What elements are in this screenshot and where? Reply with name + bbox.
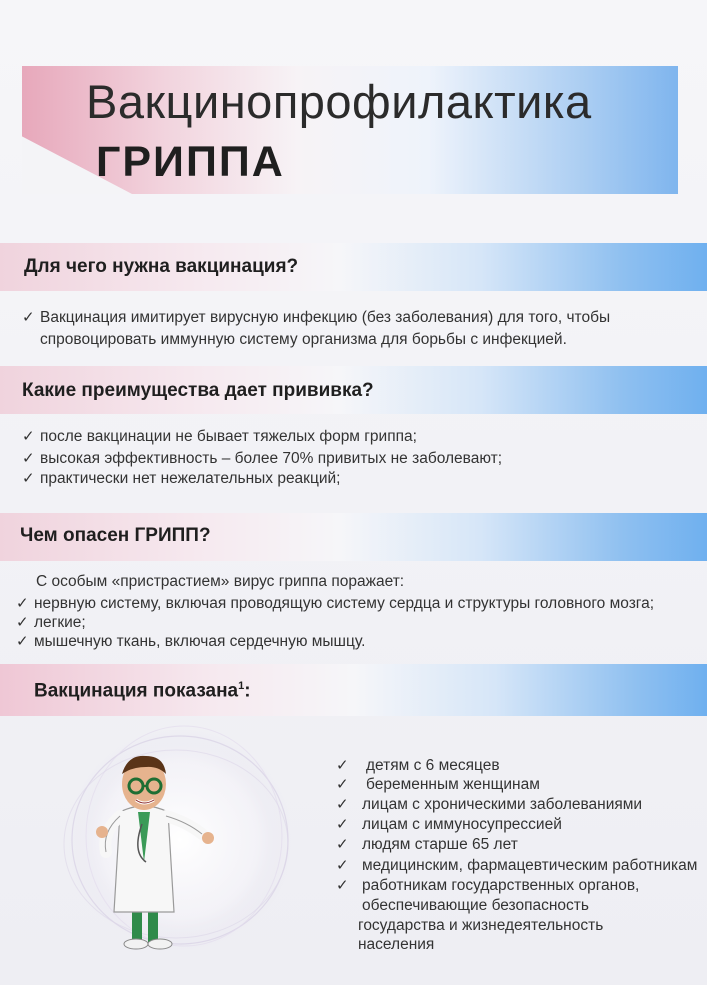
list-item-continuation: государства и жизнедеятельность <box>358 917 604 934</box>
list-item: ✓ мышечную ткань, включая сердечную мышцу. <box>16 633 366 650</box>
check-icon: ✓ <box>336 857 349 874</box>
list-item: ✓ лицам с иммуносупрессией <box>336 816 562 833</box>
check-icon: ✓ <box>16 633 29 650</box>
section-title-danger: Чем опасен ГРИПП? <box>20 525 211 546</box>
list-item: ✓ медицинским, фармацевтическим работникам <box>336 857 698 874</box>
section-title-why: Для чего нужна вакцинация? <box>24 256 299 277</box>
section-intro: С особым «пристрастием» вирус гриппа поражает: <box>36 573 405 590</box>
check-icon: ✓ <box>16 614 29 631</box>
check-icon: ✓ <box>22 309 35 326</box>
check-icon: ✓ <box>22 450 35 467</box>
list-item: ✓ нервную систему, включая проводящую систему сердца и структуры головного мозга; <box>16 595 655 612</box>
list-item: ✓ Вакцинация имитирует вирусную инфекцию (без заболевания) для того, чтобы <box>22 309 611 326</box>
check-icon: ✓ <box>336 757 349 774</box>
check-icon: ✓ <box>22 470 35 487</box>
list-item: спровоцировать иммунную систему организма для борьбы с инфекцией. <box>40 331 567 348</box>
page-title: Вакцинопрофилактика <box>86 75 592 128</box>
doctor-illustration <box>62 712 302 967</box>
list-item-continuation: населения <box>358 936 435 953</box>
list-item: ✓ работникам государственных органов, <box>336 877 640 894</box>
section-title-indications: Вакцинация показана$^1$: <box>34 680 251 702</box>
list-item: ✓ детям с 6 месяцев <box>336 757 500 774</box>
check-icon: ✓ <box>336 816 349 833</box>
check-icon: ✓ <box>336 836 349 853</box>
page-subtitle: ГРИППА <box>96 138 285 186</box>
list-item: ✓ лицам с хроническими заболеваниями <box>336 796 643 813</box>
check-icon: ✓ <box>336 796 349 813</box>
list-item: ✓ людям старше 65 лет <box>336 836 518 853</box>
check-icon: ✓ <box>22 428 35 445</box>
list-item-continuation: обеспечивающие безопасность <box>362 897 589 914</box>
check-icon: ✓ <box>336 776 349 793</box>
check-icon: ✓ <box>336 877 349 894</box>
list-item: ✓ высокая эффективность – более 70% привитых не заболевают; <box>22 450 503 467</box>
list-item: ✓ легкие; <box>16 614 86 631</box>
section-title-benefits: Какие преимущества дает прививка? <box>22 380 374 401</box>
list-item: ✓ практически нет нежелательных реакций; <box>22 470 341 487</box>
check-icon: ✓ <box>16 595 29 612</box>
list-item: ✓ беременным женщинам <box>336 776 540 793</box>
list-item: ✓ после вакцинации не бывает тяжелых форм гриппа; <box>22 428 417 445</box>
